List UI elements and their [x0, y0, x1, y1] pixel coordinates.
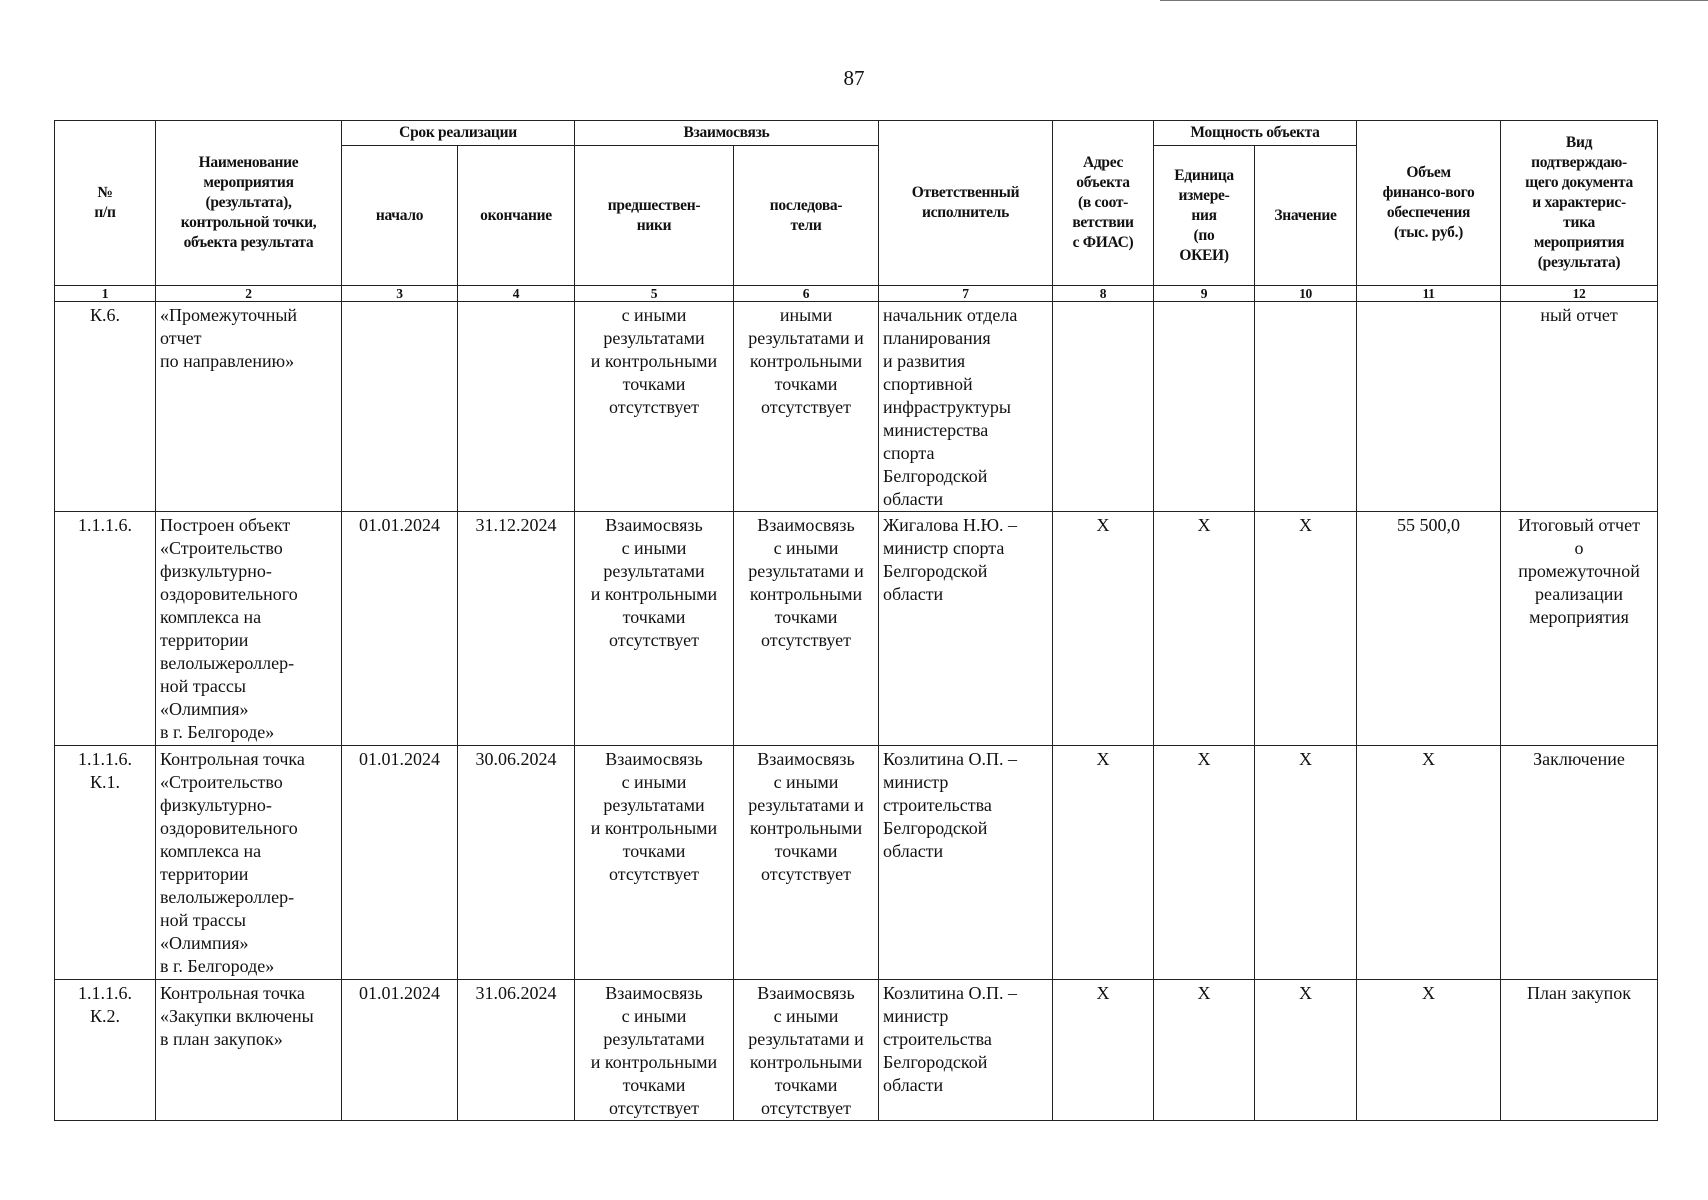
activities-table: [54, 120, 1658, 1121]
cell-responsible: начальник отдела планирования и развития спортивной инфраструктуры министерства спорта Белгородской области: [879, 302, 1053, 512]
cell-name: Построен объект «Строительство физкультурно- оздоровительного комплекса на территории велолыжероллер- ной трассы «Олимпия» в г. Белгороде»: [156, 512, 342, 746]
cell-start: 01.01.2024: [342, 512, 458, 746]
column-number: 7: [879, 286, 1053, 302]
cell-value: [1255, 302, 1357, 512]
table-row: [55, 302, 1658, 512]
table-row: [55, 512, 1658, 746]
cell-financing: Х: [1357, 980, 1501, 1121]
cell-unit: [1154, 302, 1255, 512]
header-group-link: Взаимосвязь: [575, 121, 879, 146]
header-col-document: Вид подтверждаю- щего документа и характерис- тика мероприятия (результата): [1501, 121, 1658, 286]
cell-end: 31.06.2024: [458, 980, 575, 1121]
cell-value: Х: [1255, 980, 1357, 1121]
table-row: [55, 980, 1658, 1121]
cell-address: [1053, 302, 1154, 512]
cell-end: 31.12.2024: [458, 512, 575, 746]
cell-name: Контрольная точка «Строительство физкультурно- оздоровительного комплекса на территории велолыжероллер- ной трассы «Олимпия» в г. Белгороде»: [156, 746, 342, 980]
column-number: 6: [734, 286, 879, 302]
cell-value: Х: [1255, 746, 1357, 980]
header-col-end: окончание: [458, 146, 575, 286]
cell-start: 01.01.2024: [342, 746, 458, 980]
cell-start: [342, 302, 458, 512]
cell-document: Итоговый отчет о промежуточной реализации мероприятия: [1501, 512, 1658, 746]
cell-end: [458, 302, 575, 512]
header-col-unit: Единица измере- ния (по ОКЕИ): [1154, 146, 1255, 286]
column-number: 12: [1501, 286, 1658, 302]
cell-document: Заключение: [1501, 746, 1658, 980]
cell-successors: Взаимосвязь с иными результатами и контрольными точками отсутствует: [734, 512, 879, 746]
cell-document: ный отчет: [1501, 302, 1658, 512]
cell-unit: Х: [1154, 746, 1255, 980]
cell-financing: [1357, 302, 1501, 512]
header-row-1: [55, 121, 1658, 146]
cell-name: «Промежуточный отчет по направлению»: [156, 302, 342, 512]
cell-predecessors: Взаимосвязь с иными результатами и контрольными точками отсутствует: [575, 980, 734, 1121]
cell-address: Х: [1053, 980, 1154, 1121]
cell-predecessors: Взаимосвязь с иными результатами и контрольными точками отсутствует: [575, 746, 734, 980]
column-number: 4: [458, 286, 575, 302]
cell-number: К.6.: [55, 302, 156, 512]
cell-successors: Взаимосвязь с иными результатами и контрольными точками отсутствует: [734, 980, 879, 1121]
header-group-power: Мощность объекта: [1154, 121, 1357, 146]
header-col-value: Значение: [1255, 146, 1357, 286]
scan-edge-line: [1160, 0, 1708, 1]
column-number: 11: [1357, 286, 1501, 302]
header-group-term: Срок реализации: [342, 121, 575, 146]
cell-unit: Х: [1154, 512, 1255, 746]
cell-successors: иными результатами и контрольными точками отсутствует: [734, 302, 879, 512]
header-col-number: № п/п: [55, 121, 156, 286]
cell-name: Контрольная точка «Закупки включены в план закупок»: [156, 980, 342, 1121]
cell-address: Х: [1053, 746, 1154, 980]
cell-financing: Х: [1357, 746, 1501, 980]
header-col-address: Адрес объекта (в соот- ветствии с ФИАС): [1053, 121, 1154, 286]
cell-successors: Взаимосвязь с иными результатами и контрольными точками отсутствует: [734, 746, 879, 980]
table-row: [55, 746, 1658, 980]
page-number: 87: [843, 66, 865, 90]
cell-responsible: Жигалова Н.Ю. – министр спорта Белгородской области: [879, 512, 1053, 746]
column-number: 8: [1053, 286, 1154, 302]
cell-number: 1.1.1.6.: [55, 512, 156, 746]
cell-end: 30.06.2024: [458, 746, 575, 980]
column-number: 2: [156, 286, 342, 302]
cell-predecessors: с иными результатами и контрольными точками отсутствует: [575, 302, 734, 512]
header-col-responsible: Ответственный исполнитель: [879, 121, 1053, 286]
header-col-predecessors: предшествен- ники: [575, 146, 734, 286]
column-number: 9: [1154, 286, 1255, 302]
column-number: 3: [342, 286, 458, 302]
header-col-name: Наименование мероприятия (результата), контрольной точки, объекта результата: [156, 121, 342, 286]
cell-number: 1.1.1.6. К.1.: [55, 746, 156, 980]
cell-number: 1.1.1.6. К.2.: [55, 980, 156, 1121]
cell-document: План закупок: [1501, 980, 1658, 1121]
column-number-row: [55, 286, 1658, 302]
column-number: 5: [575, 286, 734, 302]
cell-responsible: Козлитина О.П. – министр строительства Белгородской области: [879, 980, 1053, 1121]
cell-financing: 55 500,0: [1357, 512, 1501, 746]
cell-responsible: Козлитина О.П. – министр строительства Белгородской области: [879, 746, 1053, 980]
cell-predecessors: Взаимосвязь с иными результатами и контрольными точками отсутствует: [575, 512, 734, 746]
cell-address: Х: [1053, 512, 1154, 746]
cell-unit: Х: [1154, 980, 1255, 1121]
header-col-start: начало: [342, 146, 458, 286]
cell-value: Х: [1255, 512, 1357, 746]
cell-start: 01.01.2024: [342, 980, 458, 1121]
column-number: 1: [55, 286, 156, 302]
column-number: 10: [1255, 286, 1357, 302]
header-col-successors: последова- тели: [734, 146, 879, 286]
header-col-financing: Объем финансо-вого обеспечения (тыс. руб.): [1357, 121, 1501, 286]
